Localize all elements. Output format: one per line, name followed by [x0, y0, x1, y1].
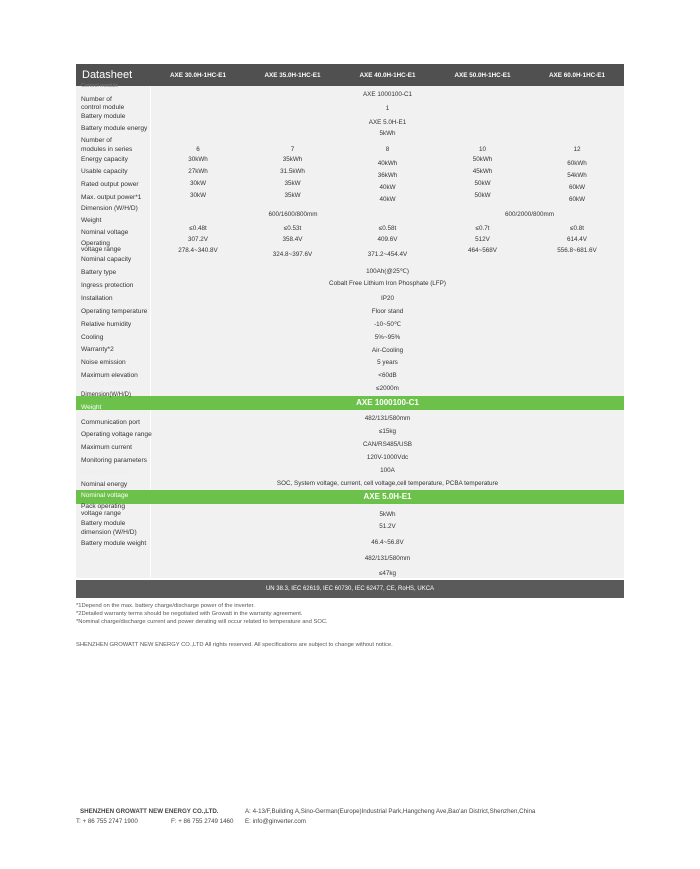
value-battery-module-dimension: 482/131/580mm [364, 555, 411, 562]
op-voltage-3: 371.2~454.4V [367, 251, 408, 258]
model-header-3: AXE 40.0H-1HC-E1 [359, 72, 416, 79]
label-maximum-current: Maximum current [81, 444, 132, 451]
label-dimension-whd: Dimension(W/H/D) [81, 392, 132, 398]
label-pack-operating-1: Pack operating [81, 503, 125, 510]
footer-company: SHENZHEN GROWATT NEW ENERGY CO.,LTD. [80, 808, 219, 815]
energy-3: 40kWh [377, 160, 398, 167]
note-1: *1Depend on the max. battery charge/discharge power of the inverter. [76, 603, 255, 609]
series-3: 8 [385, 146, 390, 153]
value-nominal-capacity: 100Ah(@25℃) [366, 268, 409, 275]
value-battery-module-energy: 5kWh [379, 130, 396, 137]
value-cooling: Air-Cooling [371, 347, 404, 354]
value-relative-humidity: 5%~95% [374, 334, 401, 341]
max-5: 60kW [568, 196, 586, 203]
label-max-output-power: Max. output power*1 [81, 194, 142, 201]
label-usable-capacity: Usable capacity [81, 168, 128, 175]
note-3: *Nominal charge/discharge current and power derating will occur related to temperature and SOC. [76, 619, 328, 625]
label-nominal-voltage-2: Nominal voltage [81, 492, 129, 499]
label-monitoring-parameters: Monitoring parameters [81, 457, 147, 464]
model-header-4: AXE 50.0H-1HC-E1 [454, 72, 511, 79]
value-ingress-protection: IP20 [381, 295, 394, 302]
nominal-voltage-2: 358.4V [282, 236, 303, 243]
label-battery-module-weight: Battery module weight [81, 540, 147, 547]
value-battery-module: AXE 5.0H-E1 [368, 119, 407, 126]
label-battery-module-energy: Battery module energy [81, 125, 148, 132]
value-maximum-elevation: ≤2000m [376, 385, 399, 392]
label-nominal-voltage: Nominal voltage [81, 229, 129, 236]
label-battery-module-ghost: Battery Module [81, 469, 129, 476]
value-pack-operating-voltage: 46.4~56.8V [371, 539, 404, 546]
op-voltage-2: 324.8~397.6V [272, 251, 313, 258]
energy-1: 30kWh [188, 156, 208, 163]
label-energy-capacity: Energy capacity [81, 156, 128, 163]
battery-module-section-title: AXE 5.0H-E1 [363, 492, 412, 501]
label-communication-port: Communication port [81, 419, 141, 426]
label-battery-module: Battery module [81, 113, 126, 120]
weight-3: ≤0.58t [378, 225, 397, 232]
label-ingress-protection: Ingress protection [81, 282, 134, 289]
max-4: 50kW [474, 192, 491, 199]
label-battery-type: Battery type [81, 269, 117, 276]
label-warranty: Warranty*2 [81, 346, 114, 353]
footer-address: A: 4-13/F,Building A,Sino-German(Europe)Industrial Park,Hangcheng Ave,Bao'an District,Shenzhen,China [245, 808, 536, 815]
op-voltage-4: 464~568V [468, 247, 497, 254]
max-2: 35kW [284, 192, 301, 199]
label-control-module-ghost: Control Module [81, 380, 130, 387]
usable-1: 27kWh [188, 168, 208, 175]
value-control-operating-voltage: 120V-1000Vdc [366, 454, 409, 461]
rated-5: 60kW [568, 184, 586, 191]
value-control-module: AXE 1000100-C1 [362, 91, 412, 98]
label-nominal-capacity: Nominal capacity [81, 256, 132, 263]
note-2: *2Detailed warranty terms should be negotiated with Growatt in the warranty agreement. [76, 611, 303, 617]
weight-2: ≤0.53t [283, 225, 302, 232]
weight-4: ≤0.7t [475, 225, 490, 232]
datasheet-title: Datasheet [82, 69, 133, 81]
weight-1: ≤0.48t [189, 225, 207, 232]
energy-4: 50kWh [472, 156, 493, 163]
rated-1: 30kW [189, 180, 207, 187]
series-2: 7 [290, 146, 295, 153]
rated-4: 50kW [474, 180, 491, 187]
rated-3: 40kW [379, 184, 396, 191]
label-battery-module-dimension-1: Battery module [81, 520, 126, 527]
dimension-group-b: 600/2000/800mm [504, 211, 554, 218]
value-communication-port: CAN/RS485/USB [363, 441, 412, 448]
series-4: 10 [478, 146, 486, 153]
label-battery-module-dimension-2: dimension (W/H/D) [81, 529, 137, 536]
dimension-group-a: 600/1600/800mm [268, 211, 318, 218]
value-number-control-module: 1 [385, 105, 390, 112]
footer-tel: T: + 86 755 2747 1900 [76, 818, 138, 825]
nominal-voltage-1: 307.2V [188, 236, 208, 243]
nominal-voltage-4: 512V [475, 236, 490, 243]
value-battery-module-weight: ≤47kg [378, 570, 397, 577]
value-installation: Floor stand [371, 308, 404, 315]
usable-4: 45kWh [472, 168, 493, 175]
value-control-dimension: 482/131/580mm [364, 415, 411, 422]
value-nominal-voltage-2: 51.2V [379, 523, 396, 530]
energy-5: 60kWh [567, 160, 587, 167]
weight-5: ≤0.8t [570, 225, 584, 232]
label-dimension: Dimension (W/H/D) [81, 205, 138, 212]
value-warranty: 5 years [377, 359, 398, 366]
label-rated-output-power: Rated output power [81, 181, 139, 188]
value-operating-temperature: -10~50℃ [374, 321, 401, 328]
max-3: 40kW [379, 196, 396, 203]
standards-bar: UN 38.3, IEC 62619, IEC 60730, IEC 62477, CE, RoHS, UKCA [76, 580, 624, 598]
label-operating-voltage-2: voltage range [81, 246, 121, 253]
op-voltage-1: 278.4~340.8V [178, 247, 218, 254]
footer-email: E: info@ginverter.com [245, 818, 306, 825]
value-monitoring-parameters: SOC, System voltage, current, cell voltage,cell temperature, PCBA temperature [276, 480, 499, 487]
label-operating-temperature: Operating temperature [81, 308, 148, 315]
label-weight-2: Weight [81, 404, 102, 411]
usable-3: 36kWh [377, 172, 398, 179]
max-1: 30kW [189, 192, 207, 199]
label-weight: Weight [81, 217, 102, 224]
label-maximum-elevation: Maximum elevation [81, 372, 138, 379]
value-noise-emission: <60dB [378, 372, 397, 379]
model-header-1: AXE 30.0H-1HC-E1 [170, 72, 226, 79]
label-number-control-2: control module [81, 104, 125, 111]
label-nominal-energy: Nominal energy [81, 481, 128, 488]
nominal-voltage-5: 614.4V [567, 236, 587, 243]
energy-2: 35kWh [282, 156, 303, 163]
value-control-weight: ≤15kg [378, 428, 397, 435]
label-modules-series-1: Number of [81, 137, 112, 144]
rated-2: 35kW [284, 180, 301, 187]
rights-statement: SHENZHEN GROWATT NEW ENERGY CO.,LTD All rights reserved. All specifications are subject to change without notice. [76, 642, 393, 648]
value-maximum-current: 100A [380, 467, 395, 474]
label-noise-emission: Noise emission [81, 359, 126, 366]
series-1: 6 [196, 146, 200, 153]
control-module-section-title: AXE 1000100-C1 [356, 398, 419, 407]
label-number-control-1: Number of [81, 96, 112, 103]
value-nominal-energy: 5kWh [379, 511, 396, 518]
label-operating-voltage-range: Operating voltage range [81, 431, 152, 438]
model-header-5: AXE 60.0H-1HC-E1 [549, 72, 605, 79]
nominal-voltage-3: 409.6V [377, 236, 398, 243]
usable-2: 31.5kWh [280, 168, 305, 175]
series-5: 12 [573, 146, 581, 153]
model-header-2: AXE 35.0H-1HC-E1 [264, 72, 321, 79]
value-battery-type: Cobalt Free Lithium Iron Phosphate (LFP) [329, 280, 446, 287]
op-voltage-5: 556.8~681.6V [557, 247, 597, 254]
footer-fax: F: + 86 755 2749 1460 [171, 818, 234, 825]
label-relative-humidity: Relative humidity [81, 321, 132, 328]
label-operating-voltage-1: Operating [81, 240, 110, 247]
label-control-module: Control module [81, 83, 119, 89]
label-installation: Installation [81, 295, 113, 302]
label-modules-series-2: modules in series [81, 146, 133, 153]
label-cooling: Cooling [81, 334, 104, 341]
label-pack-operating-2: voltage range [81, 510, 121, 517]
usable-5: 54kWh [567, 172, 587, 179]
